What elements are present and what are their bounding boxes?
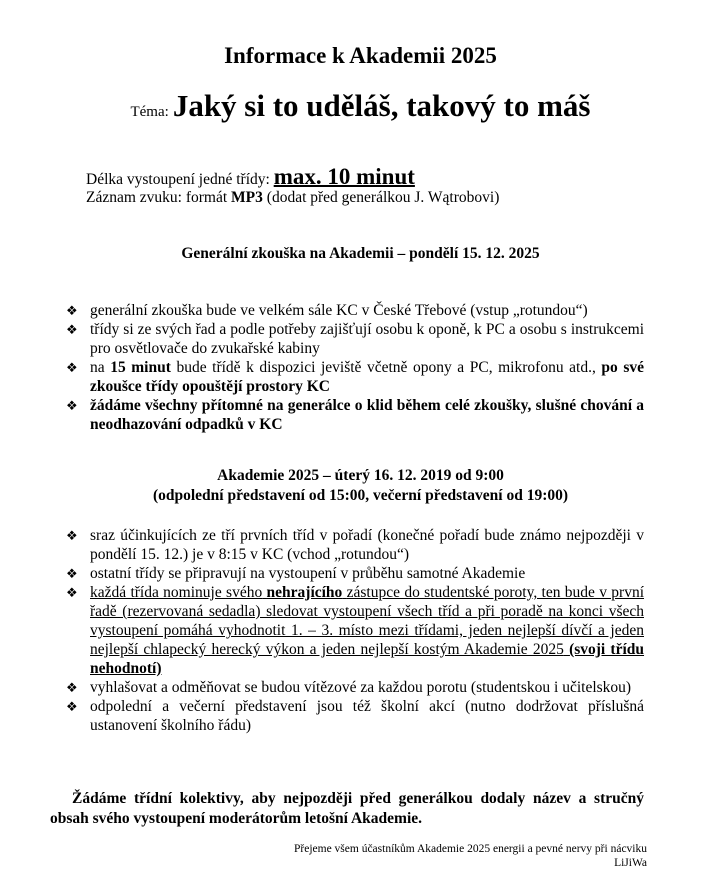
- signature: LiJiWa: [614, 857, 647, 869]
- list-item: ❖ každá třída nominuje svého nehrajícího zástupce do studentské poroty, ten bude v první řadě (rezervovaná sedadla) sledovat vystoupení všech tříd a při poradě na konci všech vystoupení pomáhá vyhodnotit 1. – 3. místo mezi třídami, jeden nejlepší dívčí a jeden nejlepší chlapecký herecký výkon a jeden nejlepší kostým Akademie 2025 (svoji třídu nehodnotí): [66, 584, 645, 677]
- diamond-bullet-icon: ❖: [66, 528, 78, 543]
- diamond-bullet-icon: ❖: [66, 303, 78, 318]
- academy-list: [66, 526, 644, 735]
- audio-label: Záznam zvuku: formát: [86, 189, 228, 206]
- rehearsal-list: [66, 301, 644, 434]
- theme-line: [0, 88, 721, 124]
- list-item: ❖ vyhlašovat a odměňovat se budou vítězové za každou porotu (studentskou i učitelskou): [66, 679, 632, 696]
- list-item: ❖ sraz účinkujících ze tří prvních tříd v pořadí (konečné pořadí bude známo nejpozději v pondělí 15. 12.) je v 8:15 v KC (vchod „rotundou“): [66, 527, 644, 563]
- list-item: ❖ generální zkouška bude ve velkém sále KC v České Třebové (vstup „rotundou“): [66, 302, 588, 319]
- theme-value: Jaký si to uděláš, takový to máš: [172, 88, 591, 123]
- diamond-bullet-icon: ❖: [66, 585, 78, 600]
- diamond-bullet-icon: ❖: [66, 566, 78, 581]
- theme-label: Téma:: [130, 104, 169, 120]
- diamond-bullet-icon: ❖: [66, 680, 78, 695]
- duration-value: max. 10 minut: [273, 164, 415, 189]
- list-item: ❖ odpolední a večerní představení jsou též školní akcí (nutno dodržovat příslušná ustanovení školního řádu): [66, 698, 644, 734]
- audio-format: MP3: [231, 189, 263, 206]
- wish-block: [294, 842, 647, 870]
- document-title: Informace k Akademii 2025: [224, 43, 497, 68]
- list-item: ❖ žádáme všechny přítomné na generálce o klid během celé zkoušky, slušné chování a neodhazování odpadků v KC: [66, 397, 644, 433]
- list-item: ❖ třídy si ze svých řad a podle potřeby zajišťují osobu k oponě, k PC a osobu s instrukcemi pro osvětlovače do zvukařské kabiny: [66, 321, 644, 357]
- wish-text: Přejeme všem účastníkům Akademie 2025 energii a pevné nervy při nácviku: [294, 843, 647, 855]
- duration-label: Délka vystoupení jedné třídy:: [86, 171, 270, 188]
- audio-note: (dodat před generálkou J. Wątrobovi): [266, 189, 500, 206]
- list-item: ❖ ostatní třídy se připravují na vystoupení v průběhu samotné Akademie: [66, 565, 526, 582]
- academy-subheading: (odpolední představení od 15:00, večerní představení od 19:00): [152, 487, 569, 504]
- academy-heading: Akademie 2025 – úterý 16. 12. 2019 od 9:00: [217, 467, 504, 484]
- diamond-bullet-icon: ❖: [66, 699, 78, 714]
- rehearsal-heading: Generální zkouška na Akademii – pondělí 15. 12. 2025: [181, 245, 540, 262]
- closing-request: Žádáme třídní kolektivy, aby nejpozději před generálkou dodaly název a stručný obsah svého vystoupení moderátorům letošní Akademie.: [50, 790, 644, 827]
- diamond-bullet-icon: ❖: [66, 360, 78, 375]
- diamond-bullet-icon: ❖: [66, 322, 78, 337]
- duration-line: [86, 164, 415, 190]
- list-item: ❖ na 15 minut bude třídě k dispozici jeviště včetně opony a PC, mikrofonu atd., po své zkoušce třídy opouštějí prostory KC: [66, 359, 644, 395]
- diamond-bullet-icon: ❖: [66, 398, 78, 413]
- audio-line: [86, 189, 499, 207]
